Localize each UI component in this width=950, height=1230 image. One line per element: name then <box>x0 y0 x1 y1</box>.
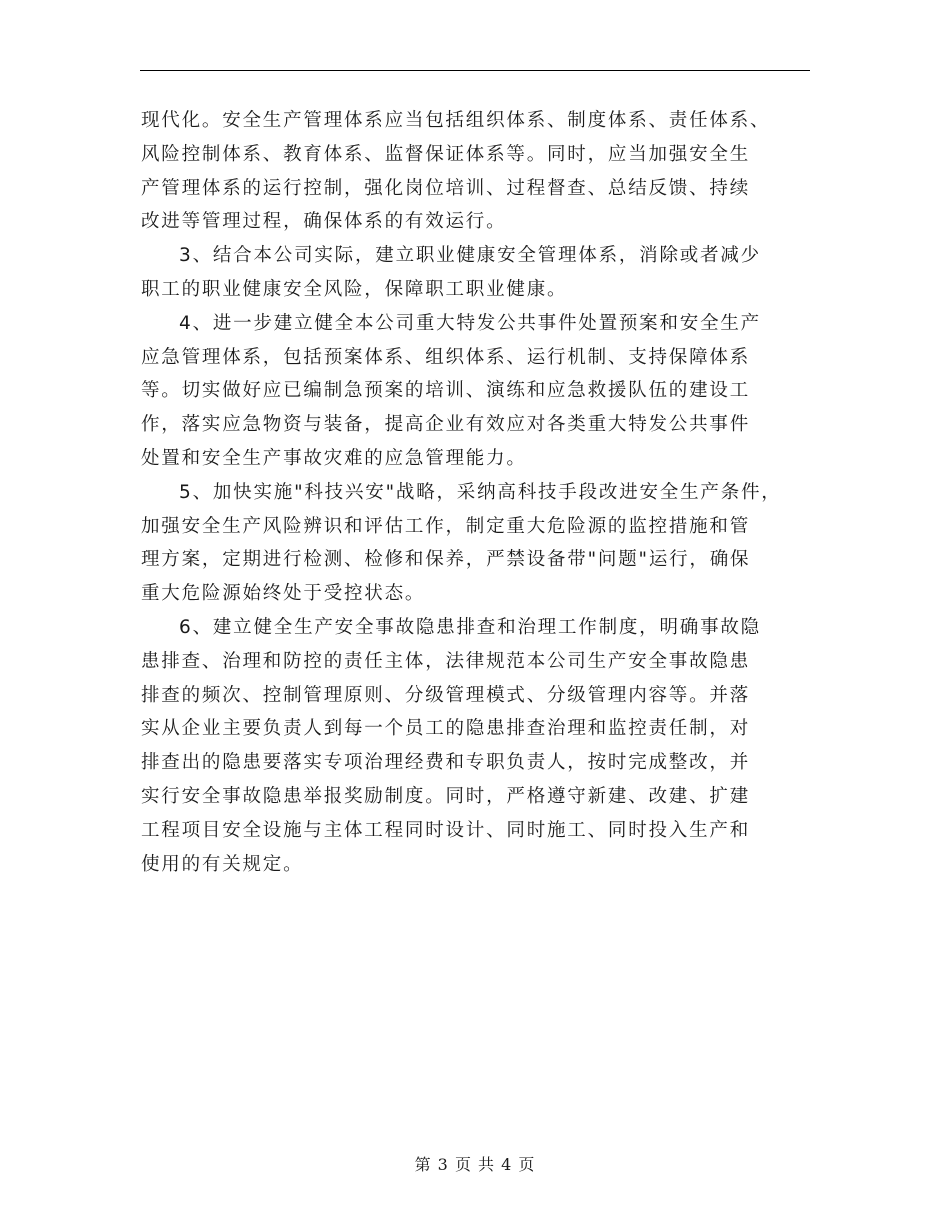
text-line: 工程项目安全设施与主体工程同时设计、同时施工、同时投入生产和 <box>141 819 751 841</box>
text-line: 处置和安全生产事故灾难的应急管理能力。 <box>141 447 527 469</box>
paragraph-item-4 <box>141 307 821 476</box>
text-line: 排查出的隐患要落实专项治理经费和专职负责人，按时完成整改，并 <box>141 752 751 774</box>
text-line: 实行安全事故隐患举报奖励制度。同时，严格遵守新建、改建、扩建 <box>141 785 751 807</box>
page-footer <box>0 1152 950 1175</box>
text-line: 6、建立健全生产安全事故隐患排查和治理工作制度，明确事故隐 <box>179 616 761 638</box>
text-line: 理方案，定期进行检测、检修和保养，严禁设备带"问题"运行，确保 <box>141 549 751 571</box>
text-line: 实从企业主要负责人到每一个员工的隐患排查治理和监控责任制，对 <box>141 718 751 740</box>
text-line: 3、结合本公司实际，建立职业健康安全管理体系，消除或者减少 <box>179 245 761 267</box>
text-line: 风险控制体系、教育体系、监督保证体系等。同时，应当加强安全生 <box>141 143 751 165</box>
text-line: 排查的频次、控制管理原则、分级管理模式、分级管理内容等。并落 <box>141 684 751 706</box>
paragraph-item-6 <box>141 611 821 881</box>
text-line: 患排查、治理和防控的责任主体，法律规范本公司生产安全事故隐患 <box>141 650 751 672</box>
paragraph-continuation <box>141 104 821 239</box>
text-line: 改进等管理过程，确保体系的有效运行。 <box>141 211 507 233</box>
paragraph-item-5 <box>141 476 821 611</box>
text-line: 职工的职业健康安全风险，保障职工职业健康。 <box>141 278 568 300</box>
text-line: 等。切实做好应已编制急预案的培训、演练和应急救援队伍的建设工 <box>141 380 751 402</box>
text-line: 应急管理体系，包括预案体系、组织体系、运行机制、支持保障体系 <box>141 346 751 368</box>
header-rule <box>140 70 810 71</box>
text-line: 作，落实应急物资与装备，提高企业有效应对各类重大特发公共事件 <box>141 414 751 436</box>
text-line: 产管理体系的运行控制，强化岗位培训、过程督查、总结反馈、持续 <box>141 177 751 199</box>
paragraph-item-3 <box>141 239 821 307</box>
text-line: 现代化。安全生产管理体系应当包括组织体系、制度体系、责任体系、 <box>141 110 771 131</box>
page-number-label: 第 3 页 共 4 页 <box>414 1155 536 1174</box>
text-line: 加强安全生产风险辨识和评估工作，制定重大危险源的监控措施和管 <box>141 515 751 537</box>
text-line: 4、进一步建立健全本公司重大特发公共事件处置预案和安全生产 <box>179 312 761 334</box>
text-line: 重大危险源始终处于受控状态。 <box>141 583 426 605</box>
text-line: 5、加快实施"科技兴安"战略，采纳高科技手段改进安全生产条件， <box>179 481 782 503</box>
document-body <box>141 104 821 881</box>
text-line: 使用的有关规定。 <box>141 853 304 875</box>
